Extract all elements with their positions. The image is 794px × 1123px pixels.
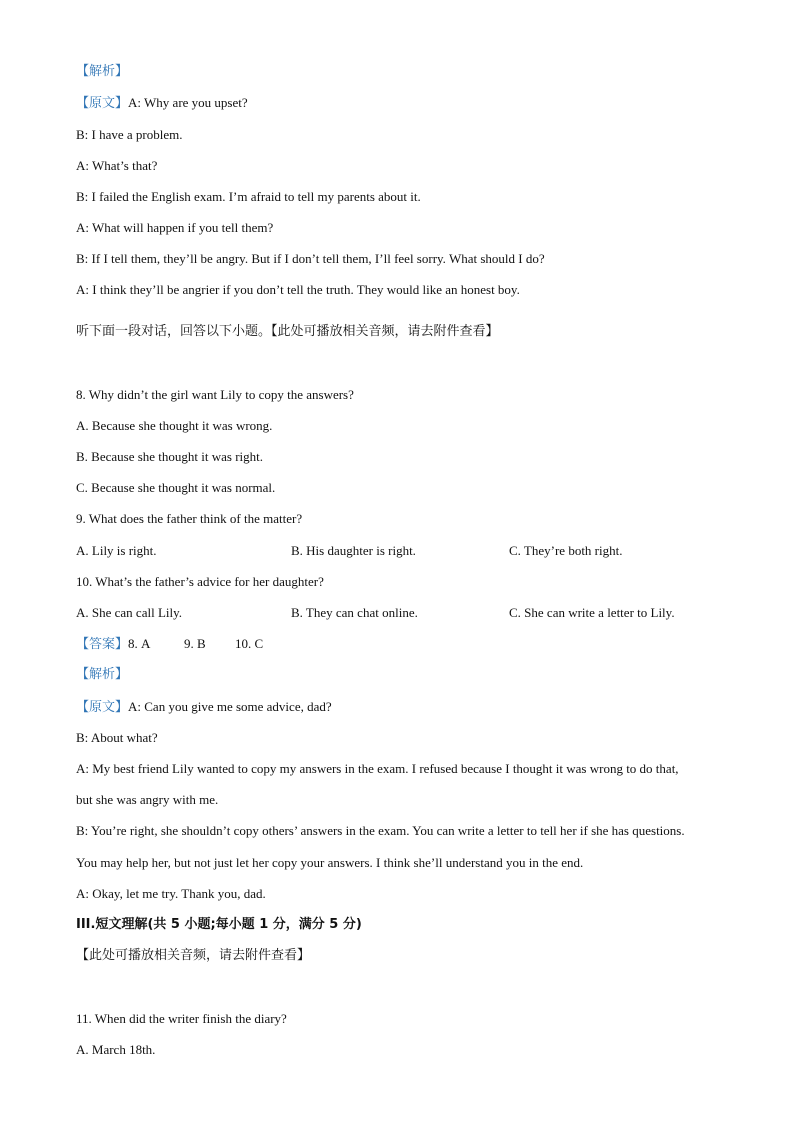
option-10b: B. They can chat online. — [291, 605, 418, 620]
option-10a: A. She can call Lily. — [76, 605, 183, 620]
answer-line — [76, 636, 150, 653]
answer-item: 8. A — [128, 636, 151, 651]
option-8a: A. Because she thought it was wrong. — [76, 418, 273, 433]
dialogue-line: A: Why are you upset? — [128, 95, 248, 110]
dialogue-line: A: What will happen if you tell them? — [76, 220, 274, 235]
original-line-2 — [76, 699, 332, 716]
part3-heading: III.短文理解(共 5 小题;每小题 1 分，满分 5 分) — [76, 917, 362, 932]
dialogue-line: B: I failed the English exam. I’m afraid to tell my parents about it. — [76, 189, 421, 204]
part3-audio-note: 【此处可播放相关音频，请去附件查看】 — [76, 948, 311, 963]
dialogue-line: A: What’s that? — [76, 158, 158, 173]
option-11a: A. March 18th. — [76, 1042, 156, 1057]
option-8b: B. Because she thought it was right. — [76, 449, 264, 464]
question-stem-8: 8. Why didn’t the girl want Lily to copy the answers? — [76, 387, 354, 402]
question-stem-11: 11. When did the writer finish the diary? — [76, 1011, 287, 1026]
answer-item: 10. C — [235, 636, 264, 651]
dialogue-line: B: I have a problem. — [76, 127, 183, 142]
option-10c: C. She can write a letter to Lily. — [509, 605, 675, 620]
dialogue-line: but she was angry with me. — [76, 792, 219, 807]
original-tag-1: 【原文】 — [76, 96, 129, 111]
analysis-tag-1: 【解析】 — [76, 64, 129, 79]
listen-instruction: 听下面一段对话，回答以下小题。【此处可播放相关音频，请去附件查看】 — [76, 324, 499, 339]
option-9b: B. His daughter is right. — [291, 543, 416, 558]
original-tag-2: 【原文】 — [76, 700, 129, 715]
dialogue-line: B: About what? — [76, 730, 158, 745]
question-stem-10: 10. What’s the father’s advice for her daughter? — [76, 574, 324, 589]
dialogue-line: B: If I tell them, they’ll be angry. But if I don’t tell them, I’ll feel sorry. What should I do? — [76, 251, 545, 266]
answer-item: 9. B — [184, 636, 206, 651]
option-9a: A. Lily is right. — [76, 543, 157, 558]
dialogue-line: You may help her, but not just let her copy your answers. I think she’ll understand you in the end. — [76, 855, 584, 870]
dialogue-line: A: Can you give me some advice, dad? — [128, 699, 332, 714]
option-8c: C. Because she thought it was normal. — [76, 480, 276, 495]
answer-tag: 【答案】 — [76, 637, 129, 652]
dialogue-line: A: Okay, let me try. Thank you, dad. — [76, 886, 266, 901]
dialogue-line: A: My best friend Lily wanted to copy my answers in the exam. I refused because I thought it was wrong to do that, — [76, 761, 679, 776]
original-line-1 — [76, 95, 248, 112]
question-stem-9: 9. What does the father think of the matter? — [76, 511, 303, 526]
option-9c: C. They’re both right. — [509, 543, 623, 558]
dialogue-line: B: You’re right, she shouldn’t copy others’ answers in the exam. You can write a letter to tell her if she has questions. — [76, 823, 685, 838]
dialogue-line: A: I think they’ll be angrier if you don’t tell the truth. They would like an honest boy. — [76, 282, 520, 297]
analysis-tag-2: 【解析】 — [76, 667, 129, 682]
